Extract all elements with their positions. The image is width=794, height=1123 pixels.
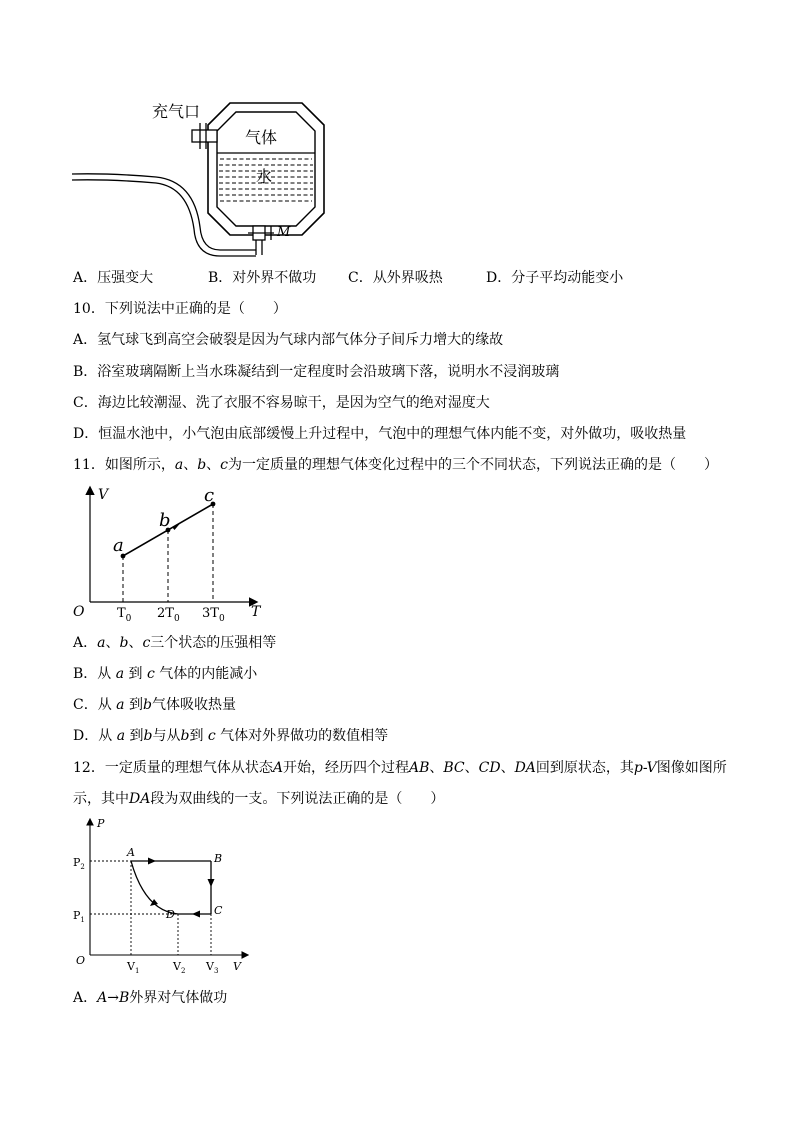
pv-v3-label: $V_3$ — [206, 960, 219, 975]
q9-option-d: D．分子平均动能变小 — [486, 270, 624, 286]
pv-x-label: V — [233, 960, 241, 973]
vt-tick-1: $T_0$ — [117, 606, 132, 624]
q11-stem: 11．如图所示，a、b、c为一定质量的理想气体变化过程中的三个不同状态，下列说法正确的是（ ） — [73, 457, 718, 473]
pv-v1-label: $V_1$ — [127, 960, 140, 975]
vt-tick-2: $2T_0$ — [157, 606, 180, 624]
q10-option-d: D．恒温水池中，小气泡由底部缓慢上升过程中，气泡中的理想气体内能不变，对外做功，吸收热量 — [73, 426, 687, 442]
q12-stem-line-2: 示，其中DA段为双曲线的一支。下列说法正确的是（ ） — [73, 791, 445, 807]
q9-option-a: A．压强变大 — [73, 270, 154, 286]
pv-point-b-label: B — [214, 852, 223, 865]
pv-point-c-label: C — [214, 904, 223, 917]
pv-point-d-label: D — [166, 908, 175, 921]
pv-p2-label: $P_2$ — [73, 856, 85, 871]
q10-option-b: B．浴室玻璃隔断上当水珠凝结到一定程度时会沿玻璃下落，说明水不浸润玻璃 — [73, 364, 560, 380]
pv-y-label: P — [97, 817, 105, 830]
q9-option-c: C．从外界吸热 — [348, 270, 443, 286]
water-label: 水 — [256, 167, 273, 186]
pv-graph — [70, 815, 260, 981]
pv-point-a-label: A — [127, 846, 135, 859]
inlet-label: 充气口 — [152, 102, 201, 121]
vt-y-label: V — [98, 487, 109, 503]
pv-p1-label: $P_1$ — [73, 909, 85, 924]
q11-option-b: B．从 a 到 c 气体的内能减小 — [73, 666, 258, 682]
tank-diagram — [70, 95, 360, 265]
pv-process-da — [131, 861, 178, 914]
q12-option-a: A．A→B外界对气体做功 — [73, 990, 228, 1006]
q10-option-c: C．海边比较潮湿、洗了衣服不容易晾干，是因为空气的绝对湿度大 — [73, 395, 490, 411]
q12-stem-line-1: 12．一定质量的理想气体从状态A开始，经历四个过程AB、BC、CD、DA回到原状态，其p-V图像如图所 — [73, 760, 727, 776]
pv-v2-label: $V_2$ — [173, 960, 186, 975]
q9-option-b: B．对外界不做功 — [208, 270, 317, 286]
valve-label: M — [277, 225, 291, 240]
vt-point-a-label: a — [113, 535, 124, 556]
q11-option-d: D．从 a 到b与从b到 c 气体对外界做功的数值相等 — [73, 728, 389, 744]
vt-origin: O — [73, 604, 85, 620]
vt-graph — [70, 484, 270, 628]
q10-stem: 10．下列说法中正确的是（ ） — [73, 301, 287, 317]
gas-label: 气体 — [245, 128, 278, 147]
vt-tick-3: $3T_0$ — [202, 606, 225, 624]
vt-point-c-label: c — [204, 485, 215, 506]
vt-point-b-label: b — [159, 510, 171, 531]
pv-origin: O — [76, 954, 86, 967]
q10-option-a: A．氢气球飞到高空会破裂是因为气球内部气体分子间斥力增大的缘故 — [73, 332, 504, 348]
vt-x-label: T — [251, 604, 261, 620]
q11-option-a: A．a、b、c三个状态的压强相等 — [73, 635, 277, 651]
q11-option-c: C．从 a 到b气体吸收热量 — [73, 697, 236, 713]
